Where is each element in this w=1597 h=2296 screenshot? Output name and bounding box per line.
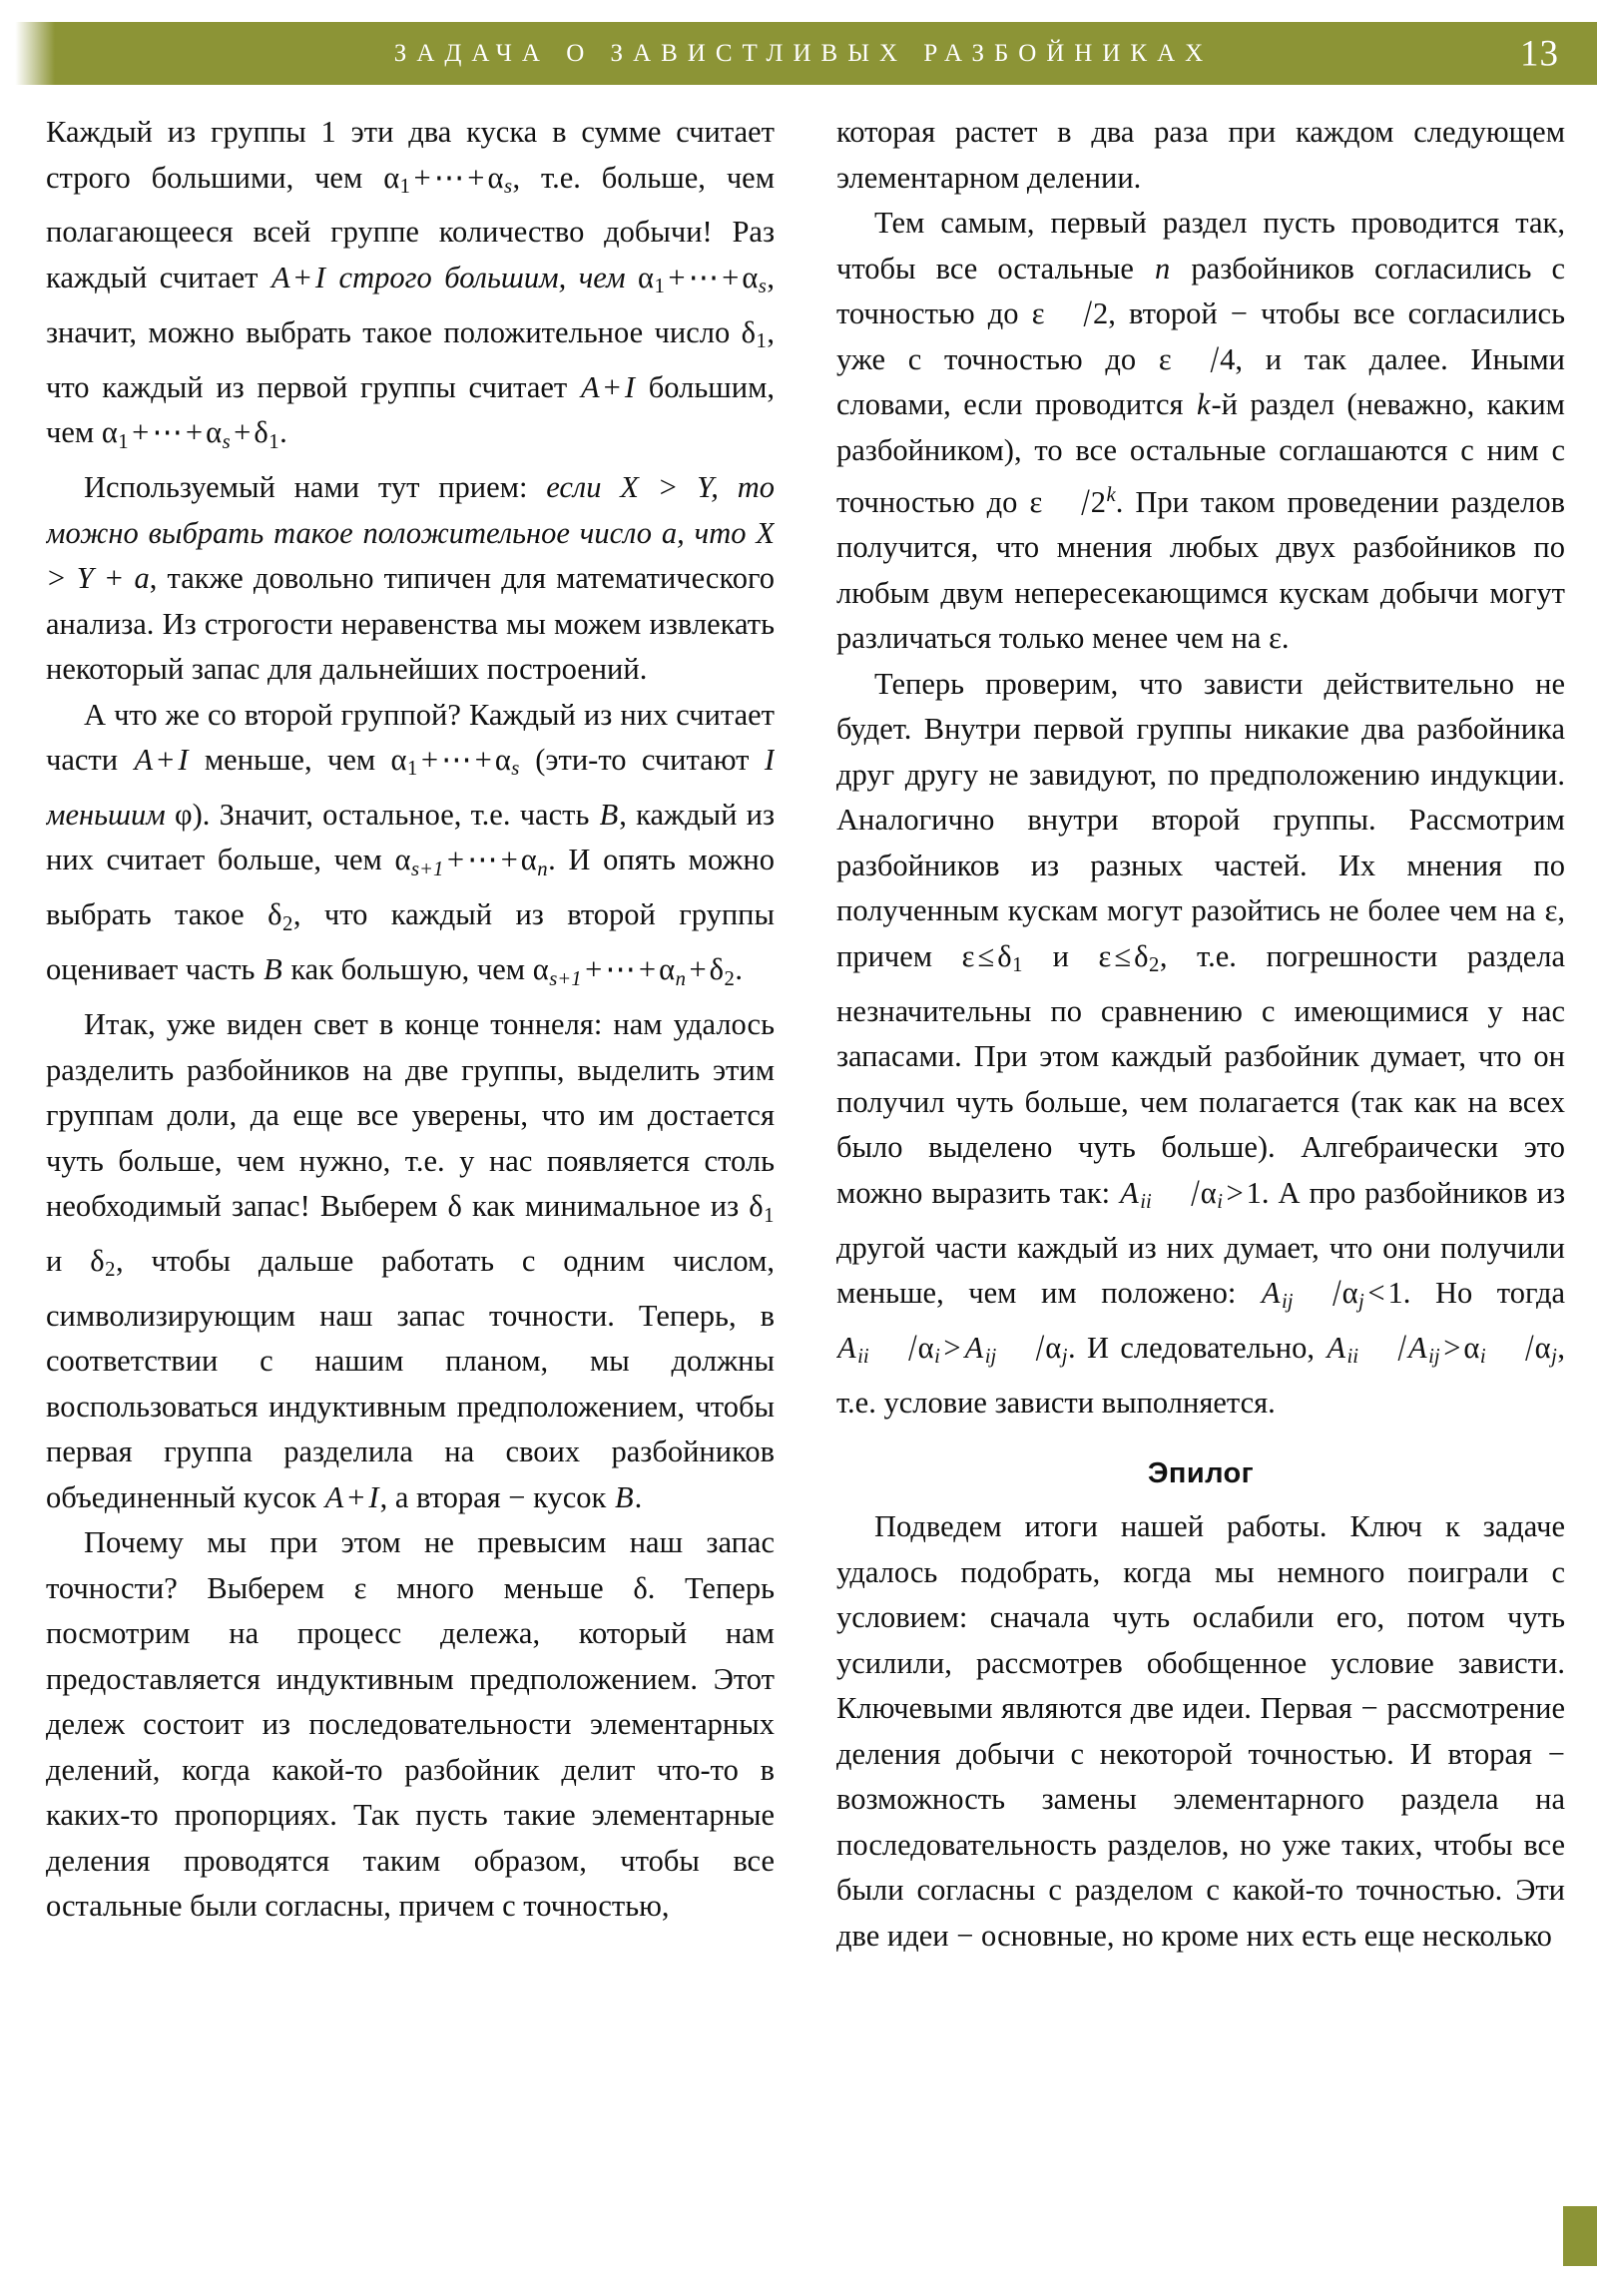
math-delta-2: $\delta_2$ — [90, 1244, 116, 1282]
text-run: , также довольно типичен для математического анализа. Из строгости неравенства мы можем извлекать некоторый запас для дальнейших построений. — [46, 561, 775, 687]
text-run: . — [735, 952, 744, 987]
text-run: . При таком проведении разделов получится, что мнения любых двух разбойников по любым двум непересекающимся кускам добычи могут различаться только менее чем на — [836, 484, 1565, 656]
math-delta-2: $\delta_2$ — [267, 897, 293, 935]
math-eps-le-delta1: $\varepsilon\le\delta_1$ — [961, 938, 1023, 977]
paragraph-group-one — [46, 110, 775, 465]
body-columns — [0, 110, 1597, 2246]
math-epsilon: ε — [1269, 621, 1282, 656]
text-run: . Но тогда — [1402, 1276, 1565, 1311]
text-run: , а вторая − кусок — [379, 1479, 614, 1514]
section-heading-epilogue: Эпилог — [1147, 1457, 1255, 1490]
math-b: B — [614, 1479, 634, 1514]
math-b: B — [264, 952, 282, 987]
math-alpha-sum-sn-delta2: $\alpha_{s+1}$ $+\cdots+\alpha_n +\delta_2$ — [532, 952, 735, 990]
text-run: . — [634, 1479, 643, 1514]
text-run: как большую, чем — [282, 952, 533, 987]
math-eps-over-2-pow-k: ε /2$^k$ — [1029, 480, 1116, 523]
text-run: разбойников согласились с точностью до — [836, 251, 1565, 330]
text-run — [166, 798, 175, 832]
text-run: , чтобы дальше работать с одним числом, символизирующим наш запас точности. Теперь, в соответствии с нашим планом, мы должны воспользоваться индуктивным предположением, чтобы первая группа разделила на своих разбойников объединенный кусок — [46, 1244, 775, 1514]
math-epsilon: ε — [353, 1570, 367, 1605]
emphasis-strictly-greater: строго большим, чем — [326, 260, 639, 294]
paragraph-doubling-precision — [836, 110, 1565, 201]
paragraph-precision-reserve — [46, 1520, 775, 1930]
text-run: , т.е. больше, чем полагающееся всей группе количество добычи! Раз каждый считает — [46, 160, 775, 294]
paragraph-no-envy-check — [836, 662, 1565, 1427]
text-run: Используемый нами тут прием: — [84, 470, 547, 505]
text-run: , что каждый из второй группы оценивает часть — [46, 897, 775, 987]
paragraph-technique — [46, 465, 775, 693]
text-run: Итак, уже виден свет в конце тоннеля: нам удалось разделить разбойников на две группы, выделить этим группам доли, да еще все уверены, что им достается чуть больше, чем нужно, т.е. у нас появляется столь необходимый запас! Выберем — [46, 1007, 775, 1224]
text-run: , т.е. условие зависти выполняется. — [836, 1330, 1565, 1420]
math-alpha-sum-s-delta1: $\alpha_1$ $+\cdots+\alpha_s +\delta_1$ — [101, 415, 279, 453]
text-run: как минимальное из — [461, 1189, 750, 1224]
text-run: Почему мы при этом не превысим наш запас точности? Выберем — [46, 1525, 775, 1605]
math-delta-1: $\delta_1$ — [741, 314, 767, 353]
paragraph-light-at-end — [46, 1002, 775, 1520]
text-run: А что же со второй группой? Каждый из них считает части — [46, 697, 775, 778]
math-eps-over-4: ε /4 — [1158, 337, 1236, 380]
math-alpha-sum-sn: $\alpha_{s+1}$ $+\cdots+\alpha_n$ — [394, 843, 548, 880]
header-fade-edge — [0, 22, 55, 85]
paragraph-first-division — [836, 201, 1565, 662]
text-run: , и так далее. Иными словами, если проводится — [836, 341, 1565, 421]
text-run: . — [279, 415, 287, 450]
math-eps-over-2: ε /2 — [1031, 291, 1109, 335]
running-title: ЗАДАЧА О ЗАВИСТЛИВЫХ РАЗБОЙНИКАХ — [393, 39, 1214, 67]
math-k: k — [1196, 387, 1211, 421]
math-b: B — [599, 797, 619, 832]
math-eps-le-delta2: $\varepsilon\le\delta_2$ — [1098, 938, 1160, 977]
page-corner-marker — [1563, 2206, 1597, 2266]
text-run: , т.е. погрешности раздела незначительны по сравнению с имеющимися у нас запасами. При этом каждый разбойник думает, что он получил чуть больше, чем полагается (так как на всех было выделено чуть больше). Алгебраически это можно выразить так: — [836, 938, 1565, 1210]
math-aii-aij-gt-alphai-alphaj: $A_{ii}$ $/A_{ij} >\alpha_i$ $/\alpha_j$ — [1327, 1326, 1557, 1370]
right-column — [836, 110, 1565, 2246]
text-run: если X > Y, то можно выбрать такое положительное число a, что X > Y + a — [46, 470, 775, 596]
math-aij-over-alphaj-lt-one: $A_{ij}$ $/\alpha_j <1$ — [1261, 1271, 1403, 1315]
math-a-plus-i: A + I — [134, 743, 189, 778]
text-run: I меньшим — [46, 743, 775, 832]
text-run: Теперь проверим, что зависти действительно не будет. Внутри первой группы никакие два разбойника друг другу не завидуют, по предположению индукции. Аналогично внутри второй группы. Рассмотрим разбойников из разных частей. Их мнения по полученным кускам могут разойтись не более чем на — [836, 666, 1565, 928]
text-run: и — [1022, 938, 1099, 973]
text-run: которая растет в два раза при каждом следующем элементарном делении. — [836, 115, 1565, 195]
math-delta: δ — [633, 1570, 648, 1605]
page-number: 13 — [1520, 33, 1559, 74]
text-run: . И опять можно выбрать такое — [46, 843, 775, 932]
text-run: . А про разбойников из другой части каждый из них думает, что они получили меньше, чем им положено: — [836, 1175, 1565, 1311]
math-delta-1: $\delta_1$ — [749, 1189, 775, 1227]
math-alpha-sum-s: $\alpha_1$ $+\cdots+\alpha_s$ — [390, 743, 520, 781]
math-alpha-sum-s: $\alpha_1$ $+\cdots+\alpha_s$ — [638, 260, 767, 298]
math-delta: δ — [447, 1189, 462, 1224]
text-run: (эти-то считают — [519, 743, 765, 778]
text-run: , причем — [836, 893, 1565, 973]
text-run: Каждый из группы 1 эти два куска в сумме считает строго большими, чем — [46, 115, 775, 195]
left-column — [46, 110, 775, 2246]
running-head-band — [0, 22, 1597, 85]
text-run: и — [46, 1244, 91, 1279]
math-epsilon: ε — [1544, 893, 1558, 928]
text-run: . — [1281, 621, 1290, 656]
math-aii-alphai-gt-aij-alphaj: $A_{ii}$ $/\alpha_i > A_{ij}$ $/\alpha_j$ — [837, 1326, 1068, 1370]
math-a-plus-i: A + I — [271, 260, 326, 294]
text-run: , значит, можно выбрать такое положительное число — [46, 260, 775, 349]
text-run: ). Значит, остальное, т.е. часть — [192, 797, 599, 832]
math-a-plus-i: A + I — [324, 1479, 379, 1514]
text-run: . И следовательно, — [1068, 1330, 1327, 1365]
text-run: меньше, чем — [189, 743, 391, 778]
text-run: , что каждый из первой группы считает — [46, 314, 775, 404]
text-run: Тем самым, первый раздел пусть проводится так, чтобы все остальные — [836, 206, 1565, 286]
math-phi: φ — [175, 797, 193, 832]
math-alpha-sum-s: $\alpha_1$ $+\cdots+\alpha_s$ — [383, 160, 513, 198]
paragraph-epilogue: Подведем итоги нашей работы. Ключ к задаче удалось подобрать, когда мы немного поиграли с условием: сначала чуть ослабили его, потом чуть усилили, рассмотрев обобщенное условие зависти. Ключевыми являются две идеи. Первая − рассмотрение деления добычи с некоторой точностью. И вторая − возможность замены элементарного раздела на последовательность разделов, но уже таких, чтобы все были согласны с разделом с какой-то точностью. Эти две идеи − основные, но кроме них есть еще несколько — [836, 1509, 1565, 1953]
text-run: -й раздел (неважно, каким разбойником), то все остальные соглашаются с ним с точностью до — [836, 387, 1565, 519]
math-aii-over-alphai-gt-one: $A_{ii}$ $/\alpha_i >1$ — [1120, 1171, 1262, 1214]
text-run: , каждый из них считает больше, чем — [46, 797, 775, 877]
text-run: большим, чем — [46, 369, 775, 450]
paragraph-second-group — [46, 693, 775, 1003]
text-run: много меньше — [366, 1570, 634, 1605]
text-run: , второй − чтобы все согласились уже с точностью до — [836, 296, 1565, 376]
math-a-plus-i: A + I — [581, 369, 636, 404]
text-run: . Теперь посмотрим на процесс дележа, который нам предоставляется индуктивным предположением. Этот дележ состоит из последовательности элементарных делений, когда какой-то разбойник делит что-то в каких-то пропорциях. Так пусть такие элементарные деления проводятся таким образом, чтобы все остальные были согласны, причем с точностью, — [46, 1570, 775, 1924]
math-n: n — [1155, 251, 1171, 286]
